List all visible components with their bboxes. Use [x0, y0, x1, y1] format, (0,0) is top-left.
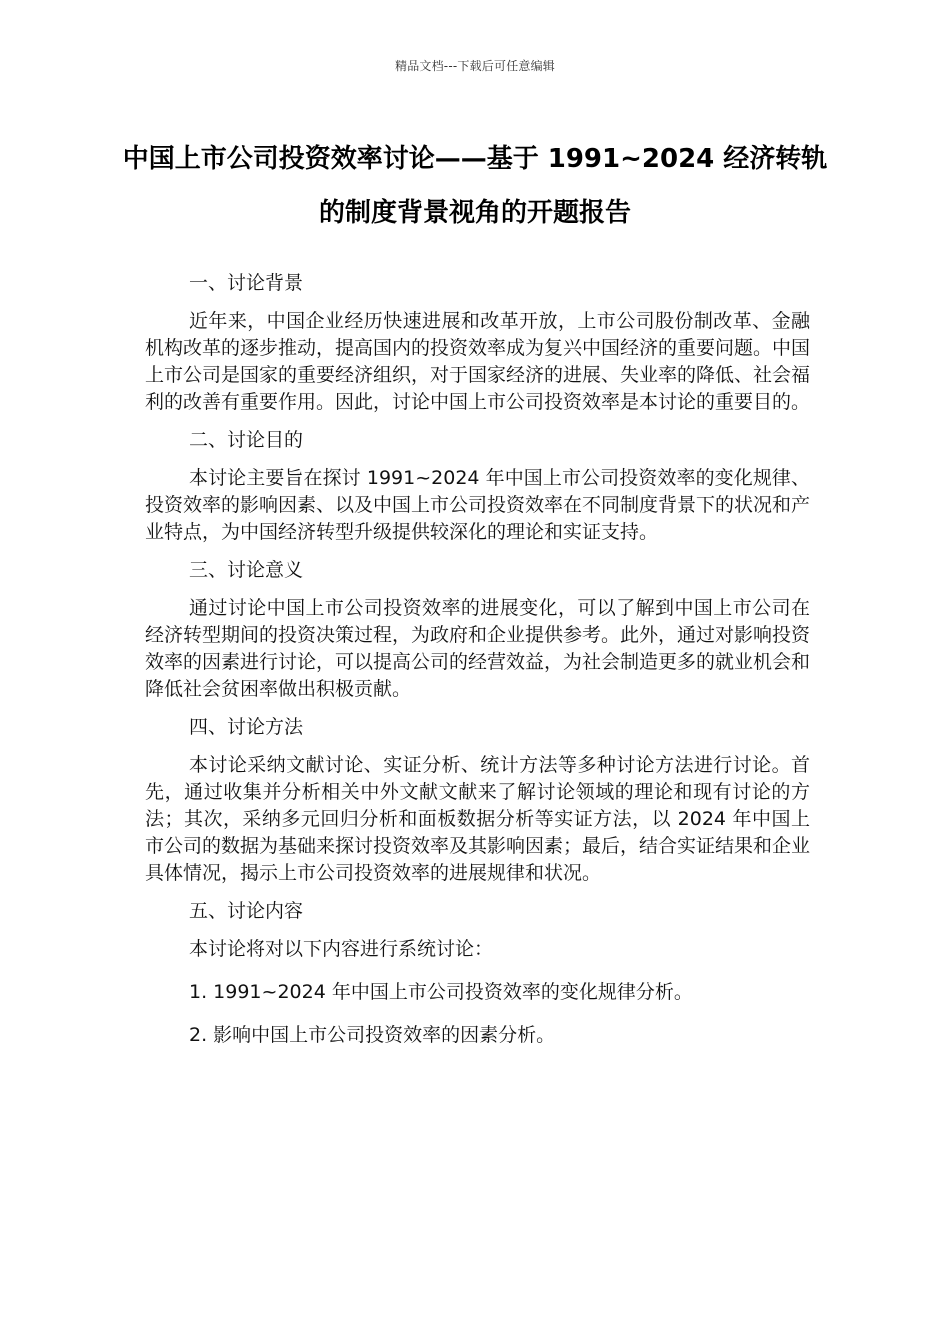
section-heading-methods: 四、讨论方法 — [189, 716, 304, 738]
list-item: 2. 影响中国上市公司投资效率的因素分析。 — [189, 1024, 556, 1046]
section-heading-purpose: 二、讨论目的 — [189, 429, 304, 451]
header-note: 精品文档---下载后可任意编辑 — [395, 59, 555, 73]
section-paragraph-background: 近年来，中国企业经历快速进展和改革开放，上市公司股份制改革、金融机构改革的逐步推动，提高国内的投资效率成为复兴中国经济的重要问题。中国上市公司是国家的重要经济组织，对于国家经济的进展、失业率的降低、社会福利的改善有重要作用。因此，讨论中国上市公司投资效率是本讨论的重要目的。 — [145, 310, 811, 413]
document-body — [145, 270, 810, 1065]
section-heading-background: 一、讨论背景 — [189, 272, 304, 294]
document-title: 中国上市公司投资效率讨论——基于 1991~2024 经济转轨的制度背景视角的开题报告 — [122, 144, 828, 228]
list-item: 1. 1991~2024 年中国上市公司投资效率的变化规律分析。 — [189, 981, 693, 1003]
section-paragraph-methods: 本讨论采纳文献讨论、实证分析、统计方法等多种讨论方法进行讨论。首先，通过收集并分析相关中外文献文献来了解讨论领域的理论和现有讨论的方法；其次，采纳多元回归分析和面板数据分析等实证方法，以 2024 年中国上市公司的数据为基础来探讨投资效率及其影响因素；最后，结合实证结果和企业具体情况，揭示上市公司投资效率的进展规律和状况。 — [145, 754, 811, 884]
section-heading-content: 五、讨论内容 — [189, 900, 304, 922]
section-paragraph-purpose: 本讨论主要旨在探讨 1991~2024 年中国上市公司投资效率的变化规律、投资效率的影响因素、以及中国上市公司投资效率在不同制度背景下的状况和产业特点，为中国经济转型升级提供较深化的理论和实证支持。 — [145, 467, 811, 543]
section-heading-significance: 三、讨论意义 — [189, 559, 304, 581]
section-paragraph-significance: 通过讨论中国上市公司投资效率的进展变化，可以了解到中国上市公司在经济转型期间的投资决策过程，为政府和企业提供参考。此外，通过对影响投资效率的因素进行讨论，可以提高公司的经营效益，为社会制造更多的就业机会和降低社会贫困率做出积极贡献。 — [145, 597, 811, 700]
section-content-intro: 本讨论将对以下内容进行系统讨论： — [189, 938, 494, 960]
